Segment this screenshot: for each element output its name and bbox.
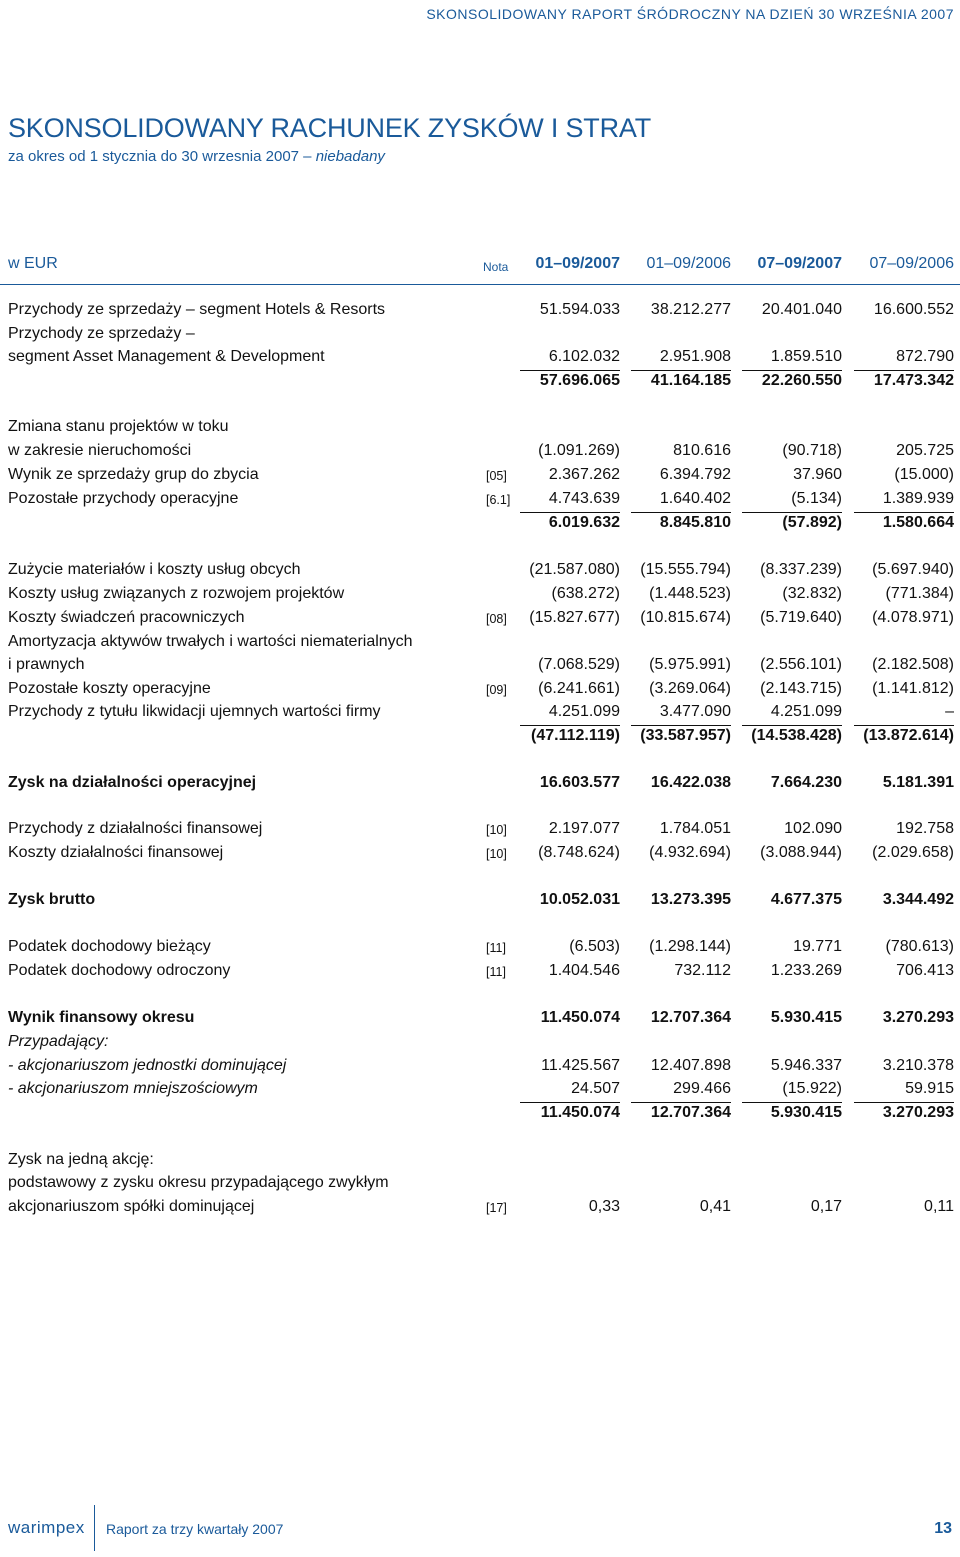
value-cell-col3: (2.143.715) <box>760 680 842 697</box>
value-cell-col1: (15.827.677) <box>529 609 620 626</box>
value-cell-col4: 3.270.293 <box>839 1104 954 1122</box>
value-cell-col4: 5.181.391 <box>882 774 954 791</box>
value-cell-col1: 11.450.074 <box>505 1104 620 1122</box>
value-cell-col3: 1.859.510 <box>770 348 842 365</box>
row-label: Koszty usług związanych z rozwojem projektów <box>8 585 345 602</box>
value-cell-col4: 205.725 <box>896 442 954 459</box>
table-row <box>0 962 960 984</box>
value-cell-col1: 4.743.639 <box>548 490 620 507</box>
value-cell-col1: 6.019.632 <box>505 514 620 532</box>
page-subtitle: za okres od 1 stycznia do 30 wrzesnia 2007 – niebadany <box>8 148 385 165</box>
value-cell-col3: (5.134) <box>791 490 842 507</box>
value-cell-col3: (15.922) <box>782 1080 842 1097</box>
value-cell-col3: (3.088.944) <box>760 844 842 861</box>
value-cell-col2: 3.477.090 <box>659 703 731 720</box>
table-row <box>0 1080 960 1102</box>
page-title: SKONSOLIDOWANY RACHUNEK ZYSKÓW I STRAT <box>8 113 651 143</box>
value-cell-col3: 5.946.337 <box>770 1057 842 1074</box>
value-cell-col4: 0,11 <box>924 1198 954 1215</box>
value-cell-col2: (1.298.144) <box>649 938 731 955</box>
value-cell-col3: 37.960 <box>793 466 842 483</box>
row-label: segment Asset Management & Development <box>8 348 325 365</box>
value-cell-col2: 0,41 <box>699 1198 731 1215</box>
value-cell-col4: (4.078.971) <box>872 609 954 626</box>
row-label: Podatek dochodowy bieżący <box>8 938 211 955</box>
value-cell-col4: (5.697.940) <box>872 561 954 578</box>
value-cell-col1: 11.450.074 <box>540 1009 620 1026</box>
value-cell-col2: 12.407.898 <box>650 1057 731 1074</box>
row-note: [10] <box>486 847 507 861</box>
column-header-4: 07–09/2006 <box>869 255 954 272</box>
row-note: [6.1] <box>486 493 511 507</box>
table-row <box>0 561 960 583</box>
table-row <box>0 325 960 347</box>
value-cell-col1: (8.748.624) <box>538 844 620 861</box>
value-cell-col2: 38.212.277 <box>650 301 731 318</box>
row-label: Koszty działalności finansowej <box>8 844 224 861</box>
table-row <box>0 774 960 796</box>
value-cell-col2: (1.448.523) <box>649 585 731 602</box>
value-cell-col3: (90.718) <box>782 442 842 459</box>
row-label: - akcjonariuszom mniejszościowym <box>8 1080 258 1097</box>
row-label: Wynik ze sprzedaży grup do zbycia <box>8 466 259 483</box>
value-cell-col2: (4.932.694) <box>649 844 731 861</box>
value-cell-col1: (47.112.119) <box>505 727 620 745</box>
value-cell-col1: (1.091.269) <box>538 442 620 459</box>
value-cell-col3: 19.771 <box>793 938 842 955</box>
table-row <box>0 442 960 464</box>
value-cell-col2: 6.394.792 <box>659 466 731 483</box>
row-note: [11] <box>486 941 506 955</box>
value-cell-col4: 17.473.342 <box>839 372 954 390</box>
value-cell-col4: (780.613) <box>885 938 954 955</box>
footer-report-title: Raport za trzy kwartały 2007 <box>106 1521 284 1537</box>
value-cell-col3: (32.832) <box>782 585 842 602</box>
row-label: Zysk na jedną akcję: <box>8 1151 154 1168</box>
table-row <box>0 656 960 678</box>
value-cell-col1: (21.587.080) <box>529 561 620 578</box>
table-row <box>0 466 960 488</box>
row-label: Przychody z działalności finansowej <box>8 820 263 837</box>
row-note: [11] <box>486 965 506 979</box>
value-cell-col4: (13.872.614) <box>839 727 954 745</box>
value-cell-col3: 4.677.375 <box>770 891 842 908</box>
value-cell-col4: 59.915 <box>905 1080 954 1097</box>
header-divider <box>0 284 960 285</box>
value-cell-col2: 13.273.395 <box>650 891 731 908</box>
subtitle-unaudited: niebadany <box>315 148 385 165</box>
row-label: Przychody ze sprzedaży – segment Hotels & Resorts <box>8 301 386 318</box>
value-cell-col1: 10.052.031 <box>539 891 620 908</box>
value-cell-col2: 732.112 <box>674 962 731 979</box>
table-row <box>0 490 960 512</box>
row-label: akcjonariuszom spółki dominującej <box>8 1198 255 1215</box>
value-cell-col4: 16.600.552 <box>873 301 954 318</box>
value-cell-col4: – <box>945 703 954 720</box>
value-cell-col1: 1.404.546 <box>548 962 620 979</box>
value-cell-col4: (771.384) <box>885 585 954 602</box>
value-cell-col4: 3.210.378 <box>882 1057 954 1074</box>
table-row <box>0 418 960 440</box>
value-cell-col3: 0,17 <box>810 1198 842 1215</box>
value-cell-col2: (5.975.991) <box>649 656 731 673</box>
value-cell-col1: 2.367.262 <box>548 466 620 483</box>
table-row <box>0 938 960 960</box>
table-row <box>0 1009 960 1031</box>
value-cell-col1: (638.272) <box>551 585 620 602</box>
row-label: Zużycie materiałów i koszty usług obcych <box>8 561 301 578</box>
value-cell-col1: (6.503) <box>569 938 620 955</box>
row-label: Koszty świadczeń pracowniczych <box>8 609 245 626</box>
value-cell-col3: 7.664.230 <box>770 774 842 791</box>
value-cell-col2: 41.164.185 <box>616 372 731 390</box>
row-label: podstawowy z zysku okresu przypadającego zwykłym <box>8 1174 389 1191</box>
row-label: Przychody z tytułu likwidacji ujemnych wartości firmy <box>8 703 381 720</box>
value-cell-col2: 1.640.402 <box>659 490 731 507</box>
warimpex-logo: warimpex <box>8 1518 85 1537</box>
currency-label: w EUR <box>8 255 58 272</box>
footer-divider <box>94 1505 95 1551</box>
nota-header: Nota <box>483 260 509 274</box>
value-cell-col1: 4.251.099 <box>548 703 620 720</box>
value-cell-col4: 1.389.939 <box>882 490 954 507</box>
value-cell-col3: 22.260.550 <box>727 372 842 390</box>
table-row <box>0 703 960 725</box>
row-label: Zysk brutto <box>8 891 96 908</box>
value-cell-col1: (7.068.529) <box>538 656 620 673</box>
table-row <box>0 301 960 323</box>
row-label: Przypadający: <box>8 1033 109 1050</box>
value-cell-col4: 872.790 <box>896 348 954 365</box>
row-label: Przychody ze sprzedaży – <box>8 325 195 342</box>
table-row <box>0 1174 960 1196</box>
table-row <box>0 633 960 655</box>
row-label: Zmiana stanu projektów w toku <box>8 418 229 435</box>
table-row <box>0 585 960 607</box>
value-cell-col1: 6.102.032 <box>548 348 620 365</box>
value-cell-col1: 57.696.065 <box>505 372 620 390</box>
page-number: 13 <box>934 1520 952 1537</box>
table-row <box>0 609 960 631</box>
value-cell-col3: (8.337.239) <box>760 561 842 578</box>
value-cell-col1: 16.603.577 <box>539 774 620 791</box>
row-note: [05] <box>486 469 507 483</box>
value-cell-col3: 20.401.040 <box>761 301 842 318</box>
value-cell-col1: 0,33 <box>588 1198 620 1215</box>
value-cell-col2: 16.422.038 <box>650 774 731 791</box>
column-header-2: 01–09/2006 <box>646 255 731 272</box>
value-cell-col2: (3.269.064) <box>649 680 731 697</box>
table-row <box>0 820 960 842</box>
value-cell-col4: (2.029.658) <box>872 844 954 861</box>
row-label: - akcjonariuszom jednostki dominującej <box>8 1057 287 1074</box>
table-row <box>0 680 960 702</box>
value-cell-col4: 1.580.664 <box>839 514 954 532</box>
row-label: i prawnych <box>8 656 85 673</box>
table-row <box>0 891 960 913</box>
row-label: Wynik finansowy okresu <box>8 1009 195 1026</box>
table-row <box>0 514 960 536</box>
row-note: [10] <box>486 823 507 837</box>
value-cell-col1: 2.197.077 <box>548 820 620 837</box>
table-row <box>0 1104 960 1126</box>
table-header <box>0 255 960 277</box>
value-cell-col2: 1.784.051 <box>659 820 731 837</box>
row-label: Zysk na działalności operacyjnej <box>8 774 257 791</box>
row-note: [17] <box>486 1201 507 1215</box>
table-row <box>0 1057 960 1079</box>
value-cell-col4: 706.413 <box>896 962 954 979</box>
value-cell-col1: (6.241.661) <box>538 680 620 697</box>
value-cell-col1: 51.594.033 <box>539 301 620 318</box>
value-cell-col3: (14.538.428) <box>727 727 842 745</box>
value-cell-col4: (15.000) <box>894 466 954 483</box>
value-cell-col2: (15.555.794) <box>640 561 731 578</box>
column-header-3: 07–09/2007 <box>757 255 842 272</box>
row-note: [09] <box>486 683 507 697</box>
column-header-1: 01–09/2007 <box>535 255 620 272</box>
value-cell-col3: 5.930.415 <box>727 1104 842 1122</box>
table-row <box>0 372 960 394</box>
row-label: Pozostałe koszty operacyjne <box>8 680 211 697</box>
value-cell-col2: 8.845.810 <box>616 514 731 532</box>
row-label: Pozostałe przychody operacyjne <box>8 490 239 507</box>
row-label: w zakresie nieruchomości <box>8 442 192 459</box>
row-label: Podatek dochodowy odroczony <box>8 962 231 979</box>
value-cell-col3: (2.556.101) <box>760 656 842 673</box>
value-cell-col2: 810.616 <box>673 442 731 459</box>
table-row <box>0 1033 960 1055</box>
value-cell-col3: 4.251.099 <box>770 703 842 720</box>
value-cell-col4: 3.344.492 <box>882 891 954 908</box>
value-cell-col4: 3.270.293 <box>882 1009 954 1026</box>
value-cell-col1: 11.425.567 <box>541 1057 620 1074</box>
table-row <box>0 1151 960 1173</box>
table-row <box>0 1198 960 1220</box>
table-row <box>0 727 960 749</box>
value-cell-col3: 102.090 <box>784 820 842 837</box>
value-cell-col2: 12.707.364 <box>616 1104 731 1122</box>
value-cell-col3: (5.719.640) <box>760 609 842 626</box>
value-cell-col3: 5.930.415 <box>770 1009 842 1026</box>
row-label: Amortyzacja aktywów trwałych i wartości niematerialnych <box>8 633 413 650</box>
table-row <box>0 348 960 370</box>
row-note: [08] <box>486 612 507 626</box>
value-cell-col4: (2.182.508) <box>872 656 954 673</box>
value-cell-col4: (1.141.812) <box>872 680 954 697</box>
value-cell-col2: (33.587.957) <box>616 727 731 745</box>
value-cell-col2: 12.707.364 <box>650 1009 731 1026</box>
table-row <box>0 844 960 866</box>
value-cell-col2: (10.815.674) <box>640 609 731 626</box>
value-cell-col2: 299.466 <box>673 1080 731 1097</box>
value-cell-col2: 2.951.908 <box>659 348 731 365</box>
value-cell-col3: 1.233.269 <box>770 962 842 979</box>
value-cell-col4: 192.758 <box>896 820 954 837</box>
document-header-label: SKONSOLIDOWANY RAPORT ŚRÓDROCZNY NA DZIEŃ 30 WRZEŚNIA 2007 <box>426 6 954 22</box>
value-cell-col1: 24.507 <box>571 1080 620 1097</box>
value-cell-col3: (57.892) <box>727 514 842 532</box>
